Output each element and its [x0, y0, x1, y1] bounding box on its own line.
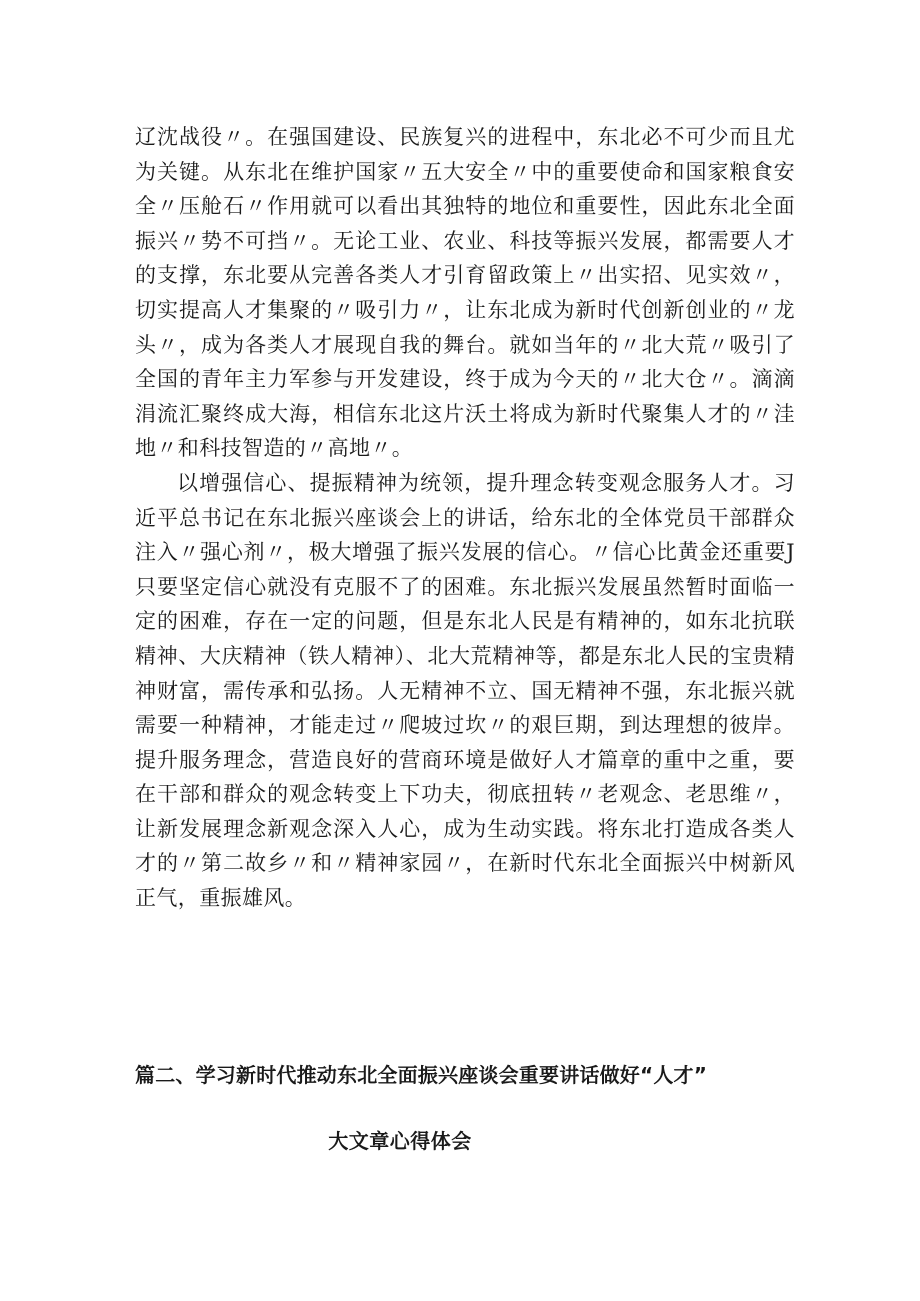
section-heading: [135, 1060, 815, 1156]
section-heading-line2: 大文章心得体会: [328, 1129, 472, 1153]
paragraph-confidence-spirit: 以增强信心、提振精神为统领，提升理念转变观念服务人才。习近平总书记在东北振兴座谈会上的讲话，给东北的全体党员干部群众注入〃强心剂〃，极大增强了振兴发展的信心。〃信心比黄金还重要J只要坚定信心就没有克服不了的困难。东北振兴发展虽然暂时面临一定的困难，存在一定的问题，但是东北人民是有精神的，如东北抗联精神、大庆精神（铁人精神）、北大荒精神等，都是东北人民的宝贵精神财富，需传承和弘扬。人无精神不立、国无精神不强，东北振兴就需要一种精神，才能走过〃爬坡过坎〃的艰巨期，到达理想的彼岸。提升服务理念，营造良好的营商环境是做好人才篇章的重中之重，要在干部和群众的观念转变上下功夫，彻底扭转〃老观念、老思维〃，让新发展理念新观念深入人心，成为生动实践。将东北打造成各类人才的〃第二故乡〃和〃精神家园〃，在新时代东北全面振兴中树新风正气，重振雄风。: [135, 470, 795, 911]
body-text: [135, 120, 795, 916]
section-heading-line1: 篇二、学习新时代推动东北全面振兴座谈会重要讲话做好“人才”: [135, 1063, 708, 1087]
paragraph-continued: 辽沈战役〃。在强国建设、民族复兴的进程中，东北必不可少而且尤为关键。从东北在维护国家〃五大安全〃中的重要使命和国家粮食安全〃压舱石〃作用就可以看出其独特的地位和重要性，因此东北全面振兴〃势不可挡〃。无论工业、农业、科技等振兴发展，都需要人才的支撑，东北要从完善各类人才引育留政策上〃出实招、见实效〃，切实提高人才集聚的〃吸引力〃，让东北成为新时代创新创业的〃龙头〃，成为各类人才展现自我的舞台。就如当年的〃北大荒〃吸引了全国的青年主力军参与开发建设，终于成为今天的〃北大仓〃。滴滴涓流汇聚终成大海，相信东北这片沃土将成为新时代聚集人才的〃洼地〃和科技智造的〃高地〃。: [135, 125, 795, 461]
